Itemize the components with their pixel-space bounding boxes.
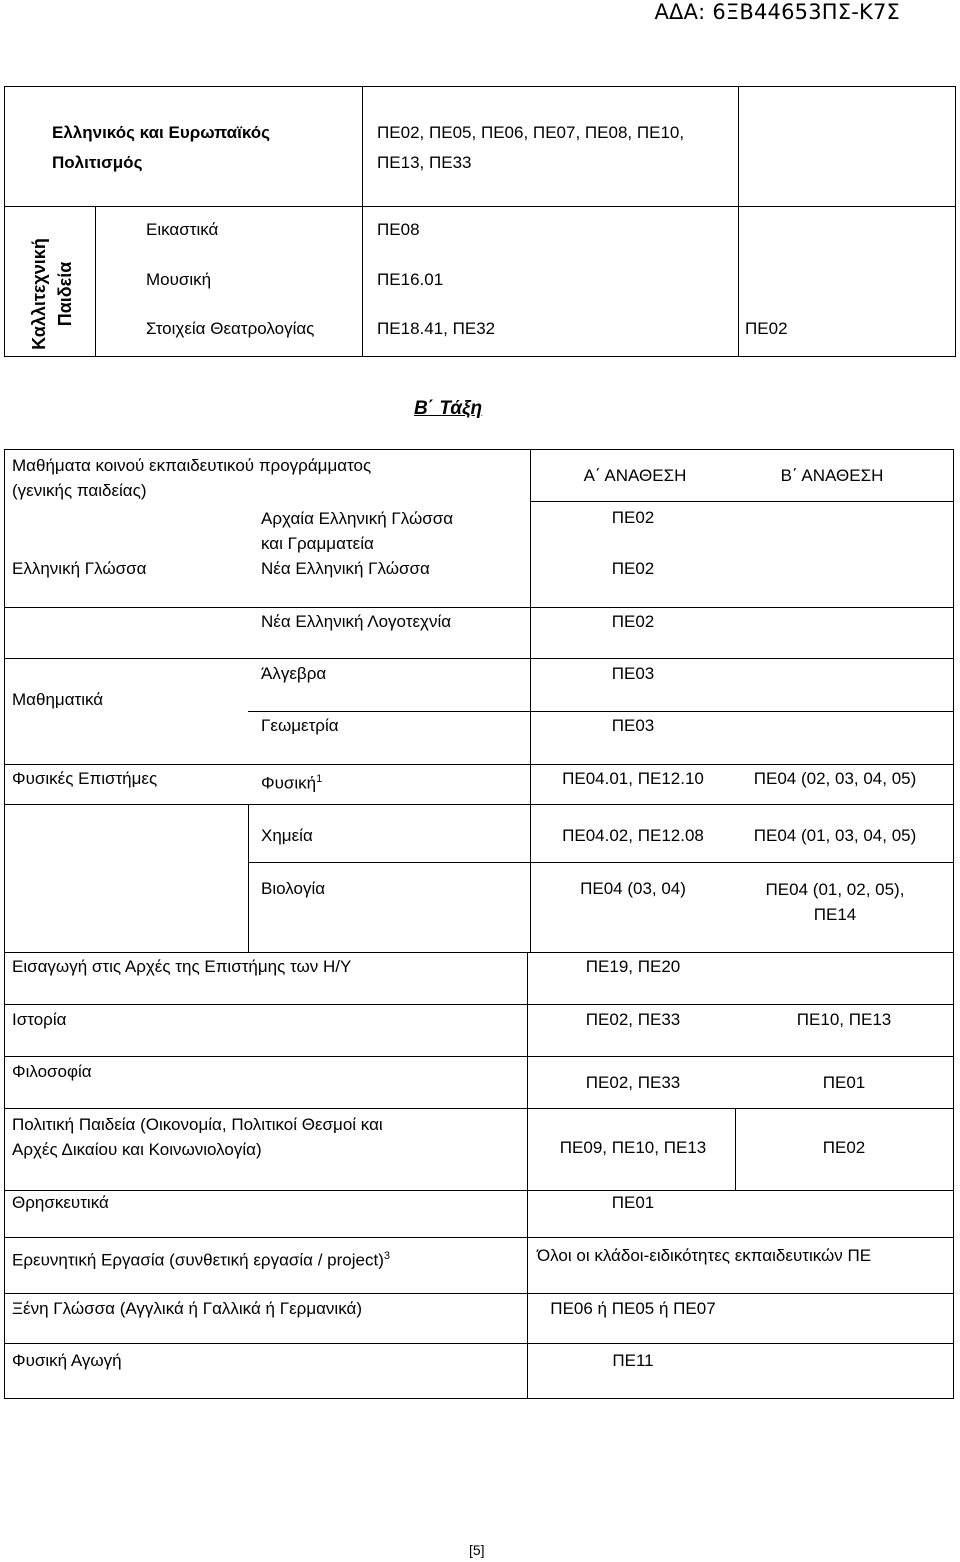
- subject-philosophy: Φιλοσοφία: [12, 1062, 92, 1081]
- physics-footnote: 1: [316, 773, 323, 785]
- assign-a-geometry: ΠΕ03: [611, 716, 655, 735]
- subject-modern-literature: Νέα Ελληνική Λογοτεχνία: [261, 612, 452, 631]
- assign-a-algebra: ΠΕ03: [611, 664, 655, 683]
- assign-a-physics: ΠΕ04.01, ΠΕ12.10: [562, 769, 704, 788]
- subject-ancient-greek: Αρχαία Ελληνική Γλώσσα και Γραμματεία: [261, 509, 454, 553]
- header-assign-a: Α΄ ΑΝΑΘΕΣΗ: [583, 466, 687, 485]
- assign-b-biology: ΠΕ04 (01, 02, 05), ΠΕ14: [765, 880, 905, 924]
- subject-history: Ιστορία: [12, 1010, 67, 1029]
- assign-b-physics: ΠΕ04 (02, 03, 04, 05): [753, 769, 917, 788]
- assign-a-civic-education: ΠΕ09, ΠΕ10, ΠΕ13: [559, 1138, 707, 1157]
- subject-religion: Θρησκευτικά: [12, 1193, 109, 1212]
- page-number: [5]: [469, 1542, 485, 1558]
- assign-all-research-project: Όλοι οι κλάδοι-ειδικότητες εκπαιδευτικών ΠΕ: [537, 1246, 872, 1265]
- research-project-footnote: 3: [383, 1250, 390, 1262]
- arts-group-label: Καλλιτεχνική Παιδεία: [29, 238, 75, 350]
- header-assign-b: Β΄ ΑΝΑΘΕΣΗ: [780, 466, 884, 485]
- assign-a-music: ΠΕ16.01: [377, 270, 444, 289]
- assign-b-theatre: ΠΕ02: [745, 319, 788, 338]
- assign-a-chemistry: ΠΕ04.02, ΠΕ12.08: [562, 826, 704, 845]
- subject-chemistry: Χημεία: [261, 826, 313, 845]
- subject-research-project: [12, 1244, 390, 1273]
- assign-a-computer-science: ΠΕ19, ΠΕ20: [585, 957, 681, 976]
- subject-computer-science: Εισαγωγή στις Αρχές της Επιστήμης των Η/Υ: [12, 957, 352, 976]
- subject-european-culture: Ελληνικός και Ευρωπαϊκός Πολιτισμός: [52, 123, 270, 172]
- subject-theatre: Στοιχεία Θεατρολογίας: [146, 319, 315, 338]
- assign-a-philosophy: ΠΕ02, ΠΕ33: [585, 1073, 681, 1092]
- assign-a-religion: ΠΕ01: [611, 1193, 655, 1212]
- assign-a-visual-arts: ΠΕ08: [377, 220, 420, 239]
- group-natural-sciences: Φυσικές Επιστήμες: [12, 769, 158, 788]
- subject-visual-arts: Εικαστικά: [146, 220, 219, 239]
- document-code: ΑΔΑ: 6ΞΒ44653ΠΣ-Κ7Σ: [654, 0, 900, 24]
- subject-foreign-language: Ξένη Γλώσσα (Αγγλικά ή Γαλλικά ή Γερμανικά): [12, 1299, 362, 1318]
- assign-b-civic-education: ΠΕ02: [822, 1138, 866, 1157]
- assign-a-history: ΠΕ02, ΠΕ33: [585, 1010, 681, 1029]
- assign-a-theatre: ΠΕ18.41, ΠΕ32: [377, 319, 496, 338]
- subject-modern-greek: Νέα Ελληνική Γλώσσα: [261, 559, 430, 578]
- subject-geometry: Γεωμετρία: [261, 716, 339, 735]
- assign-b-chemistry: ΠΕ04 (01, 03, 04, 05): [753, 826, 917, 845]
- subject-algebra: Άλγεβρα: [261, 664, 327, 683]
- header-subject: Μαθήματα κοινού εκπαιδευτικού προγράμματος (γενικής παιδείας): [12, 456, 372, 500]
- subject-civic-education: Πολιτική Παιδεία (Οικονομία, Πολιτικοί Θεσμοί και Αρχές Δικαίου και Κοινωνιολογία): [12, 1115, 383, 1159]
- subject-music: Μουσική: [146, 270, 212, 289]
- assign-b-philosophy: ΠΕ01: [822, 1073, 866, 1092]
- physics-label: Φυσική: [261, 773, 317, 793]
- assign-a-ancient-greek: ΠΕ02: [611, 508, 655, 527]
- subject-biology: Βιολογία: [261, 879, 326, 898]
- assign-a-foreign-language: ΠΕ06 ή ΠΕ05 ή ΠΕ07: [550, 1299, 716, 1318]
- group-mathematics: Μαθηματικά: [12, 690, 104, 709]
- research-project-label: Ερευνητική Εργασία (συνθετική εργασία / project): [12, 1250, 384, 1270]
- assign-a-european-culture: ΠΕ02, ΠΕ05, ΠΕ06, ΠΕ07, ΠΕ08, ΠΕ10, ΠΕ13, ΠΕ33: [377, 123, 685, 172]
- assign-a-modern-literature: ΠΕ02: [611, 612, 655, 631]
- group-greek-language: Ελληνική Γλώσσα: [12, 559, 147, 578]
- assign-a-biology: ΠΕ04 (03, 04): [580, 879, 686, 898]
- assign-a-modern-greek: ΠΕ02: [611, 559, 655, 578]
- subject-physical-education: Φυσική Αγωγή: [12, 1351, 122, 1370]
- assign-b-history: ΠΕ10, ΠΕ13: [796, 1010, 892, 1029]
- subject-physics: [261, 767, 322, 796]
- section-title: Β΄ Τάξη: [414, 398, 483, 419]
- assign-a-physical-education: ΠΕ11: [612, 1351, 654, 1370]
